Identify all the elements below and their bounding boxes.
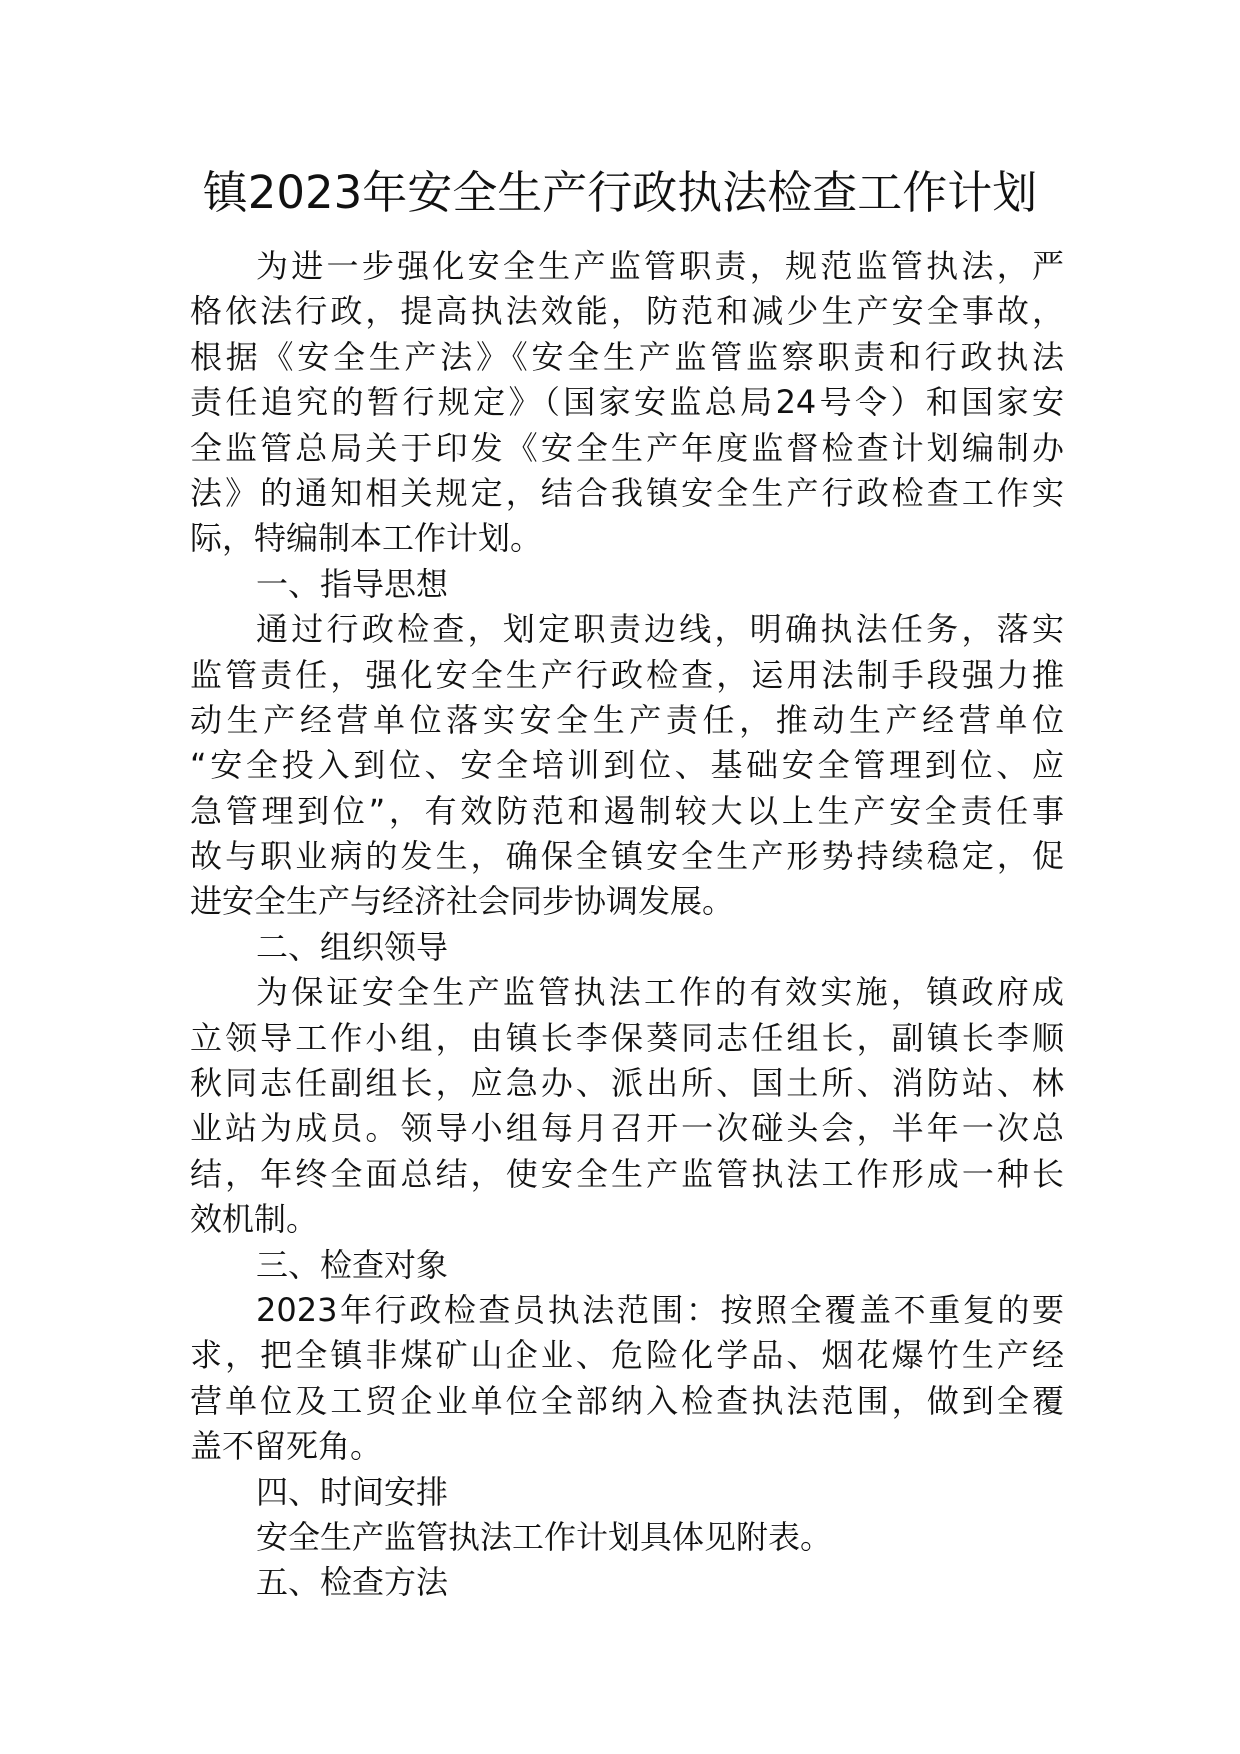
text-line: 三、检查对象: [256, 1245, 449, 1284]
text-line: “安全投入到位、安全培训到位、基础安全管理到位、应: [190, 746, 1064, 785]
text-line: 通过行政检查，划定职责边线，明确执法任务，落实: [256, 610, 1064, 649]
text-line: 为保证安全生产监管执法工作的有效实施，镇政府成: [256, 973, 1064, 1012]
text-line: 全监管总局关于印发《安全生产年度监督检查计划编制办: [190, 428, 1064, 467]
text-line: 责任追究的暂行规定》（国家安监总局24号令）和国家安: [190, 383, 1064, 422]
text-line: 效机制。: [190, 1200, 319, 1239]
text-line: 格依法行政，提高执法效能，防范和减少生产安全事故，: [190, 292, 1064, 331]
text-line: 五、检查方法: [256, 1563, 449, 1602]
text-line: 根据《安全生产法》《安全生产监管监察职责和行政执法: [190, 337, 1064, 376]
text-line: 法》的通知相关规定，结合我镇安全生产行政检查工作实: [190, 473, 1064, 512]
text-line: 故与职业病的发生，确保全镇安全生产形势持续稳定，促: [190, 837, 1064, 876]
text-line: 2023年行政检查员执法范围：按照全覆盖不重复的要: [256, 1290, 1064, 1329]
text-line: 结，年终全面总结，使安全生产监管执法工作形成一种长: [190, 1154, 1064, 1193]
text-line: 立领导工作小组，由镇长李保葵同志任组长，副镇长李顺: [190, 1018, 1064, 1057]
text-line: 一、指导思想: [256, 564, 449, 603]
text-line: 监管责任，强化安全生产行政检查，运用法制手段强力推: [190, 655, 1064, 694]
document-body: [190, 244, 1064, 1606]
text-line: 动生产经营单位落实安全生产责任，推动生产经营单位: [190, 700, 1064, 739]
text-line: 际，特编制本工作计划。: [190, 519, 543, 558]
text-line: 业站为成员。领导小组每月召开一次碰头会，半年一次总: [190, 1109, 1064, 1148]
text-line: 二、组织领导: [256, 927, 449, 966]
document-title: 镇2023年安全生产行政执法检查工作计划: [202, 166, 1038, 219]
text-line: 营单位及工贸企业单位全部纳入检查执法范围，做到全覆: [190, 1381, 1064, 1420]
text-line: 求，把全镇非煤矿山企业、危险化学品、烟花爆竹生产经: [190, 1336, 1064, 1375]
text-line: 安全生产监管执法工作计划具体见附表。: [256, 1517, 833, 1556]
text-line: 进安全生产与经济社会同步协调发展。: [190, 882, 735, 921]
text-line: 四、时间安排: [256, 1472, 449, 1511]
text-line: 盖不留死角。: [190, 1427, 383, 1466]
text-line: 秋同志任副组长，应急办、派出所、国土所、消防站、林: [190, 1064, 1064, 1103]
text-line: 为进一步强化安全生产监管职责，规范监管执法，严: [256, 247, 1064, 285]
text-line: 急管理到位”，有效防范和遏制较大以上生产安全责任事: [190, 791, 1064, 830]
